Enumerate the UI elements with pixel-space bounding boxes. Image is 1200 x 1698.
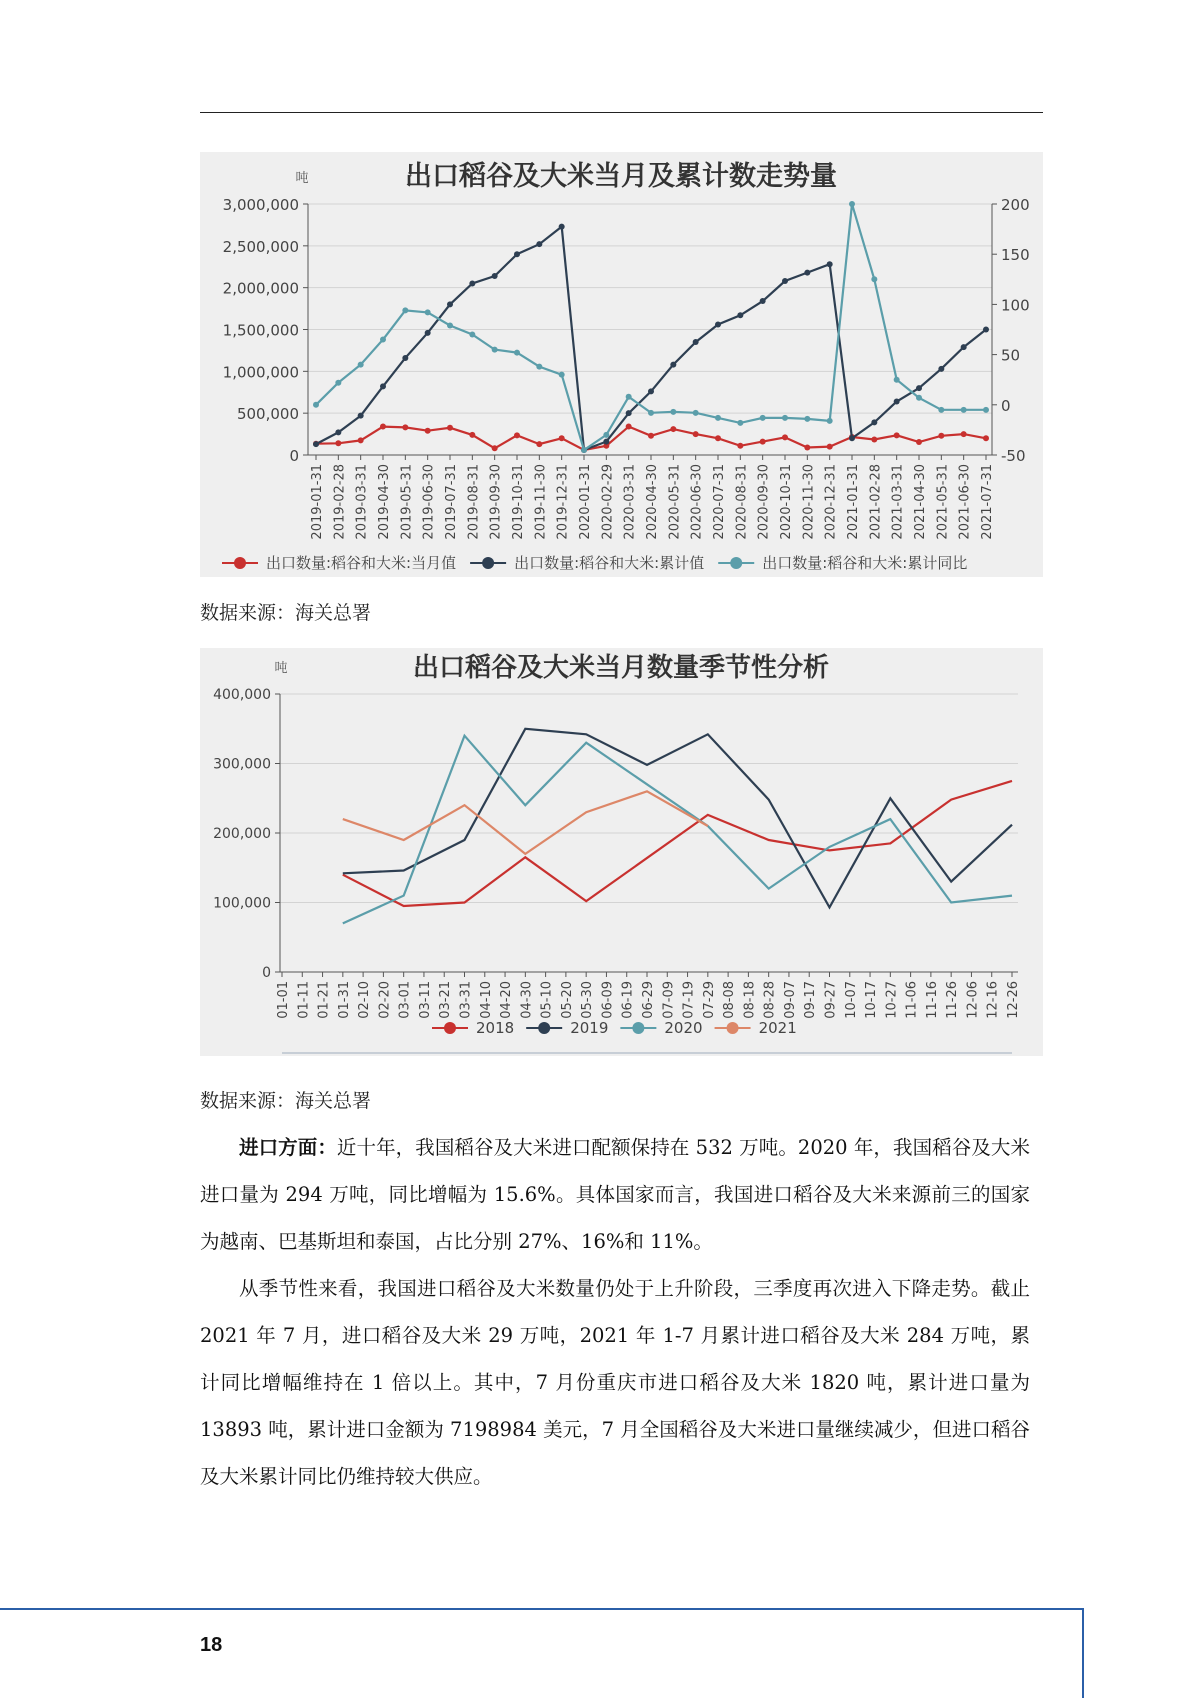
chart1-point-1 [648, 388, 654, 394]
chart1-point-0 [715, 435, 721, 441]
chart1-point-1 [894, 398, 900, 404]
chart1-point-2 [871, 276, 877, 282]
chart1-xtick-label: 2021-07-31 [980, 464, 995, 540]
chart2-svg [200, 648, 1043, 1056]
chart2-ytick-label: 300,000 [213, 756, 271, 773]
chart1-point-2 [313, 402, 319, 408]
paragraph-seasonality: 从季节性来看，我国进口稻谷及大米数量仍处于上升阶段，三季度再次进入下降走势。截止 2021 年 7 月，进口稻谷及大米 29 万吨，2021 年 1-7 月累计进口稻谷及大米 284 万吨，累计同比增幅维持在 1 倍以上。其中，7 月份重庆市进口稻谷及大米 1820 吨，累计进口量为 13893 吨，累计进口金额为 7198984 美元，7 月全国稻谷及大米进口量继续减少，但进口稻谷及大米累计同比仍维持较大供应。 [200, 1277, 1030, 1488]
chart2-xtick-label: 08-18 [742, 981, 758, 1019]
body-text [200, 1124, 1030, 1500]
chart2-title: 出口稻谷及大米当月数量季节性分析 [412, 653, 830, 683]
legend-marker-2 [632, 1022, 644, 1034]
chart1-point-1 [492, 273, 498, 279]
legend-label-1: 出口数量:稻谷和大米:累计值 [514, 554, 705, 572]
chart1-point-2 [894, 377, 900, 383]
chart1-point-1 [760, 298, 766, 304]
chart2-xtick-label: 12-06 [965, 981, 981, 1019]
chart1-xtick-label: 2019-08-31 [466, 464, 482, 540]
chart2-xtick-label: 07-19 [681, 981, 697, 1019]
chart1-xtick-label: 2021-06-30 [957, 464, 973, 540]
chart1-ytick-label: 2,000,000 [222, 279, 299, 298]
chart1-point-1 [603, 439, 609, 445]
chart1-point-0 [559, 435, 565, 441]
page-number: 18 [200, 1634, 223, 1656]
chart1-point-2 [514, 350, 520, 356]
chart2-xtick-label: 10-27 [884, 981, 900, 1019]
chart-export-monthly-cumulative [200, 152, 1043, 577]
chart1-xtick-label: 2021-02-28 [868, 464, 884, 540]
chart2-xtick-label: 06-29 [641, 981, 656, 1019]
chart1-point-1 [715, 321, 721, 327]
chart1-y2tick-label: 100 [1001, 296, 1030, 315]
chart1-point-1 [961, 344, 967, 350]
chart1-point-2 [402, 307, 408, 313]
legend-marker-3 [727, 1022, 739, 1034]
chart2-xtick-label: 11-16 [924, 981, 940, 1019]
chart1-xtick-label: 2020-09-30 [756, 464, 772, 540]
chart2-xtick-label: 11-26 [945, 981, 961, 1019]
chart2-xtick-label: 03-11 [417, 981, 433, 1019]
chart1-ytick-label: 500,000 [236, 405, 299, 424]
chart1-point-0 [380, 424, 386, 430]
chart1-point-1 [514, 251, 520, 257]
chart1-point-0 [402, 424, 408, 430]
chart1-ytick-label: 1,000,000 [222, 363, 299, 382]
chart1-point-0 [961, 431, 967, 437]
chart2-xtick-label: 05-10 [539, 981, 555, 1019]
chart1-xtick-label: 2020-03-31 [622, 464, 638, 540]
chart1-point-2 [737, 420, 743, 426]
chart1-point-1 [782, 278, 788, 284]
chart2-xtick-label: 12-26 [1006, 981, 1021, 1019]
chart1-ytick-label: 2,500,000 [222, 237, 299, 256]
chart1-xtick-label: 2020-08-31 [734, 464, 750, 540]
chart2-ytick-label: 100,000 [213, 895, 271, 912]
chart1-xtick-label: 2019-05-31 [399, 464, 415, 540]
chart1-point-2 [715, 415, 721, 421]
chart1-point-2 [335, 380, 341, 386]
chart1-point-1 [469, 280, 475, 286]
chart2-xtick-label: 04-10 [478, 981, 494, 1019]
chart1-point-1 [693, 339, 699, 345]
chart2-xtick-label: 06-19 [620, 981, 636, 1019]
chart1-point-0 [827, 444, 833, 450]
chart2-xtick-label: 09-27 [823, 981, 839, 1019]
chart1-point-1 [425, 330, 431, 336]
chart1-point-0 [425, 428, 431, 434]
chart1-point-2 [693, 410, 699, 416]
chart1-point-2 [782, 415, 788, 421]
chart1-xtick-label: 2020-11-30 [801, 464, 817, 540]
chart1-point-2 [603, 432, 609, 438]
chart1-point-0 [983, 435, 989, 441]
legend-label-2: 2020 [664, 1019, 703, 1037]
chart1-y2tick-label: 50 [1001, 346, 1021, 365]
chart1-xtick-label: 2019-02-28 [332, 464, 348, 540]
footer-rule [0, 1608, 1083, 1610]
legend-label-3: 2021 [758, 1019, 797, 1037]
legend-label-0: 2018 [476, 1019, 515, 1037]
chart2-xtick-label: 11-06 [904, 981, 920, 1019]
chart2-xtick-label: 01-01 [276, 981, 291, 1019]
chart1-xtick-label: 2019-10-31 [511, 464, 526, 540]
chart2-xtick-label: 07-29 [701, 981, 717, 1019]
chart2-xtick-label: 03-21 [438, 981, 454, 1019]
legend-label-2: 出口数量:稻谷和大米:累计同比 [762, 554, 968, 572]
chart1-point-0 [737, 443, 743, 449]
chart1-point-1 [916, 385, 922, 391]
chart1-xtick-label: 2020-05-31 [667, 464, 683, 540]
chart1-point-2 [380, 337, 386, 343]
chart1-point-0 [447, 425, 453, 431]
chart1-point-1 [670, 362, 676, 368]
chart2-xtick-label: 03-01 [397, 981, 413, 1019]
paragraph-lead: 进口方面： [239, 1136, 337, 1159]
chart1-y2tick-label: 0 [1001, 396, 1011, 415]
chart2-ytick-label: 200,000 [213, 826, 271, 842]
chart1-point-1 [358, 413, 364, 419]
chart1-xtick-label: 2020-02-29 [600, 464, 616, 540]
chart2-xtick-label: 07-09 [661, 981, 677, 1019]
chart1-ytick-label: 0 [289, 447, 299, 465]
chart1-point-1 [804, 270, 810, 276]
paragraph-import [200, 1124, 1030, 1265]
chart1-point-1 [313, 441, 319, 447]
chart1-series-line-1 [316, 227, 986, 450]
chart1-point-1 [626, 410, 632, 416]
chart2-xtick-label: 09-17 [803, 981, 819, 1019]
chart1-point-0 [469, 432, 475, 438]
chart1-point-0 [648, 433, 654, 439]
chart1-point-2 [961, 407, 967, 413]
chart1-point-2 [938, 407, 944, 413]
chart2-ylabel: 吨 [274, 661, 288, 676]
chart2-xtick-label: 10-17 [864, 981, 880, 1019]
paragraph-import-text: 近十年，我国稻谷及大米进口配额保持在 532 万吨。2020 年，我国稻谷及大米进口量为 294 万吨，同比增幅为 15.6%。具体国家而言，我国进口稻谷及大米来源前三的国家为越南、巴基斯坦和泰国，占比分别 27%、16%和 11%。 [200, 1136, 1030, 1253]
source-note-2: 数据来源：海关总署 [200, 1090, 372, 1112]
chart1-point-0 [514, 432, 520, 438]
chart1-point-0 [871, 437, 877, 443]
legend-label-1: 2019 [570, 1019, 609, 1037]
legend-marker-0 [444, 1022, 456, 1034]
legend-marker-2 [730, 557, 742, 569]
chart2-xtick-label: 01-21 [316, 981, 332, 1019]
chart2-xtick-label: 02-20 [377, 981, 393, 1019]
chart2-xtick-label: 10-07 [843, 981, 859, 1019]
chart1-point-1 [335, 429, 341, 435]
chart1-point-2 [559, 372, 565, 378]
chart1-y2tick-label: 200 [1001, 196, 1030, 214]
chart1-xtick-label: 2019-03-31 [354, 464, 370, 540]
chart1-xtick-label: 2020-12-31 [823, 464, 839, 540]
chart1-point-2 [983, 407, 989, 413]
chart1-xtick-label: 2020-01-31 [578, 464, 593, 540]
chart1-xtick-label: 2019-07-31 [444, 464, 459, 540]
chart2-xtick-label: 05-20 [559, 981, 575, 1019]
chart1-xtick-label: 2021-03-31 [890, 464, 906, 540]
chart1-point-2 [827, 418, 833, 424]
chart1-point-2 [670, 409, 676, 415]
chart1-point-2 [492, 347, 498, 353]
chart1-ytick-label: 1,500,000 [222, 321, 299, 340]
source-note-1: 数据来源：海关总署 [200, 602, 372, 624]
legend-marker-1 [538, 1022, 550, 1034]
chart-export-seasonality [200, 648, 1043, 1056]
chart1-point-1 [536, 241, 542, 247]
chart1-point-2 [536, 364, 542, 370]
chart2-xtick-label: 01-11 [296, 981, 312, 1019]
chart1-point-2 [760, 415, 766, 421]
chart1-point-2 [626, 394, 632, 400]
legend-marker-0 [234, 557, 246, 569]
chart1-point-2 [849, 201, 855, 207]
chart1-point-2 [358, 362, 364, 368]
chart1-svg [200, 152, 1043, 577]
chart1-xtick-label: 2019-04-30 [377, 464, 392, 540]
chart1-point-1 [871, 419, 877, 425]
chart1-xtick-label: 2020-10-31 [779, 464, 794, 540]
chart2-xtick-label: 01-31 [336, 981, 352, 1019]
chart1-point-1 [559, 224, 565, 230]
header-rule [200, 112, 1043, 113]
chart1-point-0 [358, 437, 364, 443]
chart2-xtick-label: 05-30 [580, 981, 596, 1019]
chart2-xtick-label: 02-10 [357, 981, 373, 1019]
chart2-xtick-label: 03-31 [458, 981, 474, 1019]
chart1-point-2 [581, 447, 587, 453]
chart1-point-2 [469, 332, 475, 338]
chart1-xtick-label: 2019-01-31 [310, 464, 325, 540]
chart1-point-1 [380, 383, 386, 389]
chart1-point-1 [938, 366, 944, 372]
chart1-xtick-label: 2019-12-31 [555, 464, 571, 540]
chart1-point-0 [894, 432, 900, 438]
chart1-xtick-label: 2019-11-30 [533, 464, 549, 540]
chart1-xtick-label: 2021-05-31 [935, 464, 951, 540]
chart1-point-1 [402, 355, 408, 361]
chart1-point-1 [983, 327, 989, 333]
chart1-y2tick-label: -50 [1001, 447, 1026, 465]
chart1-xtick-label: 2020-07-31 [712, 464, 727, 540]
chart1-point-0 [693, 431, 699, 437]
chart2-xtick-label: 12-16 [985, 981, 1001, 1019]
chart1-title: 出口稻谷及大米当月及累计数走势量 [405, 161, 837, 192]
chart2-xtick-label: 08-28 [762, 981, 778, 1019]
chart2-ytick-label: 400,000 [213, 687, 271, 703]
chart1-point-1 [447, 301, 453, 307]
chart1-point-0 [626, 424, 632, 430]
chart1-xtick-label: 2020-06-30 [689, 463, 705, 540]
chart2-xtick-label: 06-09 [600, 981, 616, 1019]
chart1-point-2 [916, 395, 922, 401]
chart1-y2tick-label: 150 [1001, 246, 1030, 265]
chart2-xtick-label: 04-20 [499, 981, 515, 1019]
chart1-ylabel: 吨 [295, 171, 309, 186]
chart1-point-0 [938, 433, 944, 439]
chart2-xtick-label: 09-07 [782, 981, 798, 1019]
chart2-series-line-0 [343, 781, 1012, 906]
chart1-point-0 [536, 441, 542, 447]
chart1-point-1 [737, 312, 743, 318]
chart1-point-2 [425, 309, 431, 315]
chart1-xtick-label: 2020-04-30 [645, 464, 660, 540]
chart1-xtick-label: 2021-01-31 [846, 464, 861, 540]
chart2-series-line-3 [343, 791, 708, 854]
chart1-ytick-label: 3,000,000 [222, 196, 299, 214]
chart1-xtick-label: 2021-04-30 [913, 464, 928, 540]
chart1-point-2 [447, 322, 453, 328]
chart1-point-1 [827, 261, 833, 267]
chart1-point-0 [492, 445, 498, 451]
chart1-point-0 [670, 426, 676, 432]
chart1-xtick-label: 2019-06-30 [421, 464, 437, 540]
legend-label-0: 出口数量:稻谷和大米:当月值 [266, 554, 457, 572]
chart2-ytick-label: 0 [262, 965, 271, 981]
footer-vertical-rule [1082, 1608, 1084, 1698]
legend-marker-1 [482, 557, 494, 569]
chart1-xtick-label: 2019-09-30 [488, 464, 504, 540]
chart1-point-2 [804, 416, 810, 422]
chart1-point-0 [335, 440, 341, 446]
chart1-point-1 [849, 435, 855, 441]
chart1-point-0 [760, 439, 766, 445]
chart1-point-0 [916, 439, 922, 445]
chart2-xtick-label: 08-08 [722, 981, 738, 1019]
chart2-xtick-label: 04-30 [519, 981, 535, 1019]
chart1-point-0 [782, 434, 788, 440]
chart1-point-2 [648, 410, 654, 416]
chart1-point-0 [804, 444, 810, 450]
